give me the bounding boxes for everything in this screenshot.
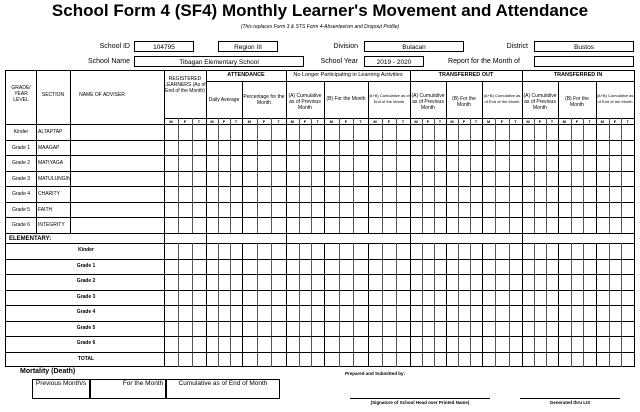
grid-vline xyxy=(596,81,597,233)
mft-label: M xyxy=(373,119,377,124)
mortality-label: Mortality (Death) xyxy=(20,368,76,375)
grid-vline xyxy=(522,71,523,233)
summary-grade: Grade 1 xyxy=(76,262,96,269)
row-section: ALTAPTAP xyxy=(38,129,63,135)
summary-grade: Kinder xyxy=(78,247,94,253)
mft-label: F xyxy=(500,119,504,124)
mft-label: F xyxy=(575,119,579,124)
mft-label: F xyxy=(344,119,348,124)
grid-vline xyxy=(609,118,610,233)
grid-vline xyxy=(458,118,459,233)
school-year-field[interactable]: 2019 - 2020 xyxy=(364,56,424,67)
mft-label: M xyxy=(562,119,566,124)
mft-label: T xyxy=(277,119,280,124)
mft-label: T xyxy=(514,119,517,124)
grid-vline xyxy=(311,118,312,233)
school-id-label: School ID xyxy=(99,43,130,50)
grid-vline xyxy=(495,118,496,233)
summary-grade: Grade 4 xyxy=(76,309,96,315)
mft-label: M xyxy=(329,119,333,124)
mft-label: M xyxy=(526,119,530,124)
grid-vline xyxy=(178,118,179,233)
row-grade: Grade 2 xyxy=(11,160,31,167)
grid-vline xyxy=(546,118,547,233)
nl-cum-end: (A+B) Cumulative as of End of the Month xyxy=(368,93,410,104)
grid-hline xyxy=(6,290,634,291)
mft-label: M xyxy=(290,119,294,124)
grid-vline xyxy=(286,71,287,233)
grid-vline xyxy=(422,118,423,233)
mortality-previous: Previous Month/s xyxy=(32,379,90,399)
to-for-month: (B) For the Month xyxy=(452,96,476,108)
grid-hline xyxy=(6,233,634,234)
grid-hline xyxy=(6,352,634,353)
grid-hline xyxy=(6,217,634,218)
grid-vline xyxy=(70,71,71,233)
mft-label: M xyxy=(600,119,604,124)
grid-vline xyxy=(558,81,559,233)
mft-label: T xyxy=(316,119,319,124)
mft-label: M xyxy=(450,119,454,124)
row-section: MATULUNGIN xyxy=(38,175,71,182)
row-section: MAAGAP xyxy=(38,144,60,151)
attendance-table xyxy=(5,70,635,367)
grid-vline xyxy=(522,233,523,367)
mortality-cumulative: Cumulative as of End of Month xyxy=(166,379,280,399)
grid-vline xyxy=(206,71,207,233)
grid-hline xyxy=(6,202,634,203)
summary-grade: Grade 5 xyxy=(76,324,96,331)
header-registered: REGISTERED LEARNERS (As of End of the Month) xyxy=(164,76,206,94)
header-attendance: ATTENDANCE xyxy=(227,72,265,78)
grid-hline xyxy=(6,243,634,244)
mft-label: M xyxy=(486,119,491,124)
grid-hline xyxy=(6,186,634,187)
report-month-field[interactable] xyxy=(534,56,634,67)
mft-label: F xyxy=(222,119,226,124)
row-grade: Grade 4 xyxy=(11,191,31,198)
mft-label: T xyxy=(234,119,238,124)
ti-cum-end: (A+B) Cumulative as of End of the Month xyxy=(596,93,634,104)
nl-for-month: (B) For the Month xyxy=(326,96,366,102)
grid-vline xyxy=(353,118,354,233)
mft-label: T xyxy=(401,119,405,124)
summary-grade: Grade 2 xyxy=(76,278,96,284)
mft-label: F xyxy=(303,119,307,124)
grid-vline xyxy=(242,81,243,233)
grid-hline xyxy=(6,336,634,337)
mortality-for-month: For the Month xyxy=(90,379,166,399)
mft-label: F xyxy=(426,119,430,124)
mft-label: F xyxy=(387,119,391,124)
header-transferred-out: TRANSFERRED OUT xyxy=(438,72,494,78)
grid-vline xyxy=(571,118,572,233)
signature-caption: (Signature of School Head over Printed Name) xyxy=(370,400,470,405)
division-label: Division xyxy=(333,43,358,50)
school-id-field[interactable]: 104795 xyxy=(134,41,194,52)
header-no-longer: No Longer Participating in Learning Activities xyxy=(293,72,403,78)
mft-label: T xyxy=(438,119,442,124)
grid-vline xyxy=(339,118,340,233)
summary-grade: Grade 6 xyxy=(76,340,96,346)
grid-vline xyxy=(482,81,483,233)
header-grade-level: GRADE/ YEAR LEVEL xyxy=(11,85,31,103)
mft-label: F xyxy=(462,119,466,124)
mft-label: T xyxy=(626,119,629,124)
grid-vline xyxy=(470,118,471,233)
grid-vline xyxy=(286,233,287,367)
header-percentage: Percentage for the Month xyxy=(243,94,285,106)
school-name-field[interactable]: Tibagan Elementary School xyxy=(134,56,304,67)
grid-vline xyxy=(192,118,193,233)
to-cum-end: (A+B) Cumulative as of End of the Month xyxy=(483,93,521,104)
row-grade: Grade 5 xyxy=(11,206,31,213)
grid-hline xyxy=(206,81,634,82)
row-grade: Grade 3 xyxy=(11,175,31,182)
generated-caption: Generated thru LIS xyxy=(549,400,591,405)
row-section: FAITH xyxy=(38,206,53,213)
grid-hline xyxy=(6,171,634,172)
report-month-label: Report for the Month of xyxy=(448,58,520,65)
grid-vline xyxy=(271,118,272,233)
header-daily-average: Daily Average xyxy=(208,97,240,103)
grid-vline xyxy=(368,81,369,233)
summary-grade: Grade 3 xyxy=(76,293,96,300)
grid-vline xyxy=(299,118,300,233)
grid-vline xyxy=(446,81,447,233)
ti-cum-prev: (A) Cumulative as of Previous Month xyxy=(523,93,557,111)
form-subtitle: (This replaces Form 3 & STS Form 4-Absenteeism and Dropout Profile) xyxy=(240,24,400,30)
mft-label: F xyxy=(613,119,617,124)
header-transferred-in: TRANSFERRED IN xyxy=(553,72,603,78)
school-year-label: School Year xyxy=(320,58,358,65)
form-title: School Form 4 (SF4) Monthly Learner's Movement and Attendance xyxy=(51,1,589,20)
grid-vline xyxy=(509,118,510,233)
header-section: SECTION xyxy=(41,92,65,98)
elementary-label: ELEMENTARY: xyxy=(9,236,52,242)
grid-vline xyxy=(583,118,584,233)
signature-line xyxy=(350,398,490,399)
grid-hline xyxy=(6,140,634,141)
grid-vline xyxy=(218,118,219,233)
row-grade: Grade 1 xyxy=(11,144,31,151)
mft-label: T xyxy=(359,119,362,124)
row-section: MATIYAGA xyxy=(38,160,64,167)
grid-vline xyxy=(36,71,37,233)
grid-hline xyxy=(6,305,634,306)
mft-label: F xyxy=(183,119,187,124)
prepared-by-label: Prepared and Submitted by: xyxy=(345,371,406,376)
grid-vline xyxy=(164,233,165,367)
mft-label: F xyxy=(538,119,542,124)
grid-hline xyxy=(6,155,634,156)
mft-label: T xyxy=(550,119,554,124)
grid-vline xyxy=(410,233,411,367)
mft-label: M xyxy=(210,119,214,124)
generated-line xyxy=(520,398,620,399)
mft-label: T xyxy=(588,119,591,124)
row-grade: Kinder xyxy=(13,129,29,135)
to-cum-prev: (A) Cumulative as of Previous Month xyxy=(411,93,445,111)
grid-vline xyxy=(621,118,622,233)
district-field[interactable]: Bustos xyxy=(534,41,634,52)
school-name-label: School Name xyxy=(87,58,130,65)
region-field[interactable]: Region III xyxy=(218,41,278,52)
grid-vline xyxy=(230,118,231,233)
mft-label: M xyxy=(247,119,251,124)
nl-cum-prev: (A) Cumulative as of Previous Month xyxy=(288,93,322,111)
division-field[interactable]: Bulacan xyxy=(364,41,464,52)
mft-label: M xyxy=(169,119,173,124)
grid-vline xyxy=(410,71,411,233)
grid-vline xyxy=(206,233,207,367)
ti-for-month: (B) For the Month xyxy=(565,96,589,108)
grid-vline xyxy=(164,71,165,233)
mft-label: F xyxy=(262,119,266,124)
grid-vline xyxy=(382,118,383,233)
row-section: CHARITY xyxy=(38,191,60,198)
grid-vline xyxy=(434,118,435,233)
mft-label: M xyxy=(414,119,418,124)
header-adviser: NAME OF ADVISER xyxy=(79,92,125,98)
summary-grade: TOTAL xyxy=(77,355,95,362)
grid-hline xyxy=(6,321,634,322)
grid-vline xyxy=(324,81,325,233)
grid-hline xyxy=(6,274,634,275)
mft-label: T xyxy=(474,119,478,124)
grid-hline xyxy=(6,259,634,260)
district-label: District xyxy=(506,43,528,50)
grid-vline xyxy=(257,118,258,233)
row-grade: Grade 6 xyxy=(11,222,31,229)
grid-vline xyxy=(396,118,397,233)
mft-label: T xyxy=(197,119,201,124)
row-section: INTEGRITY xyxy=(38,222,65,229)
grid-vline xyxy=(534,118,535,233)
